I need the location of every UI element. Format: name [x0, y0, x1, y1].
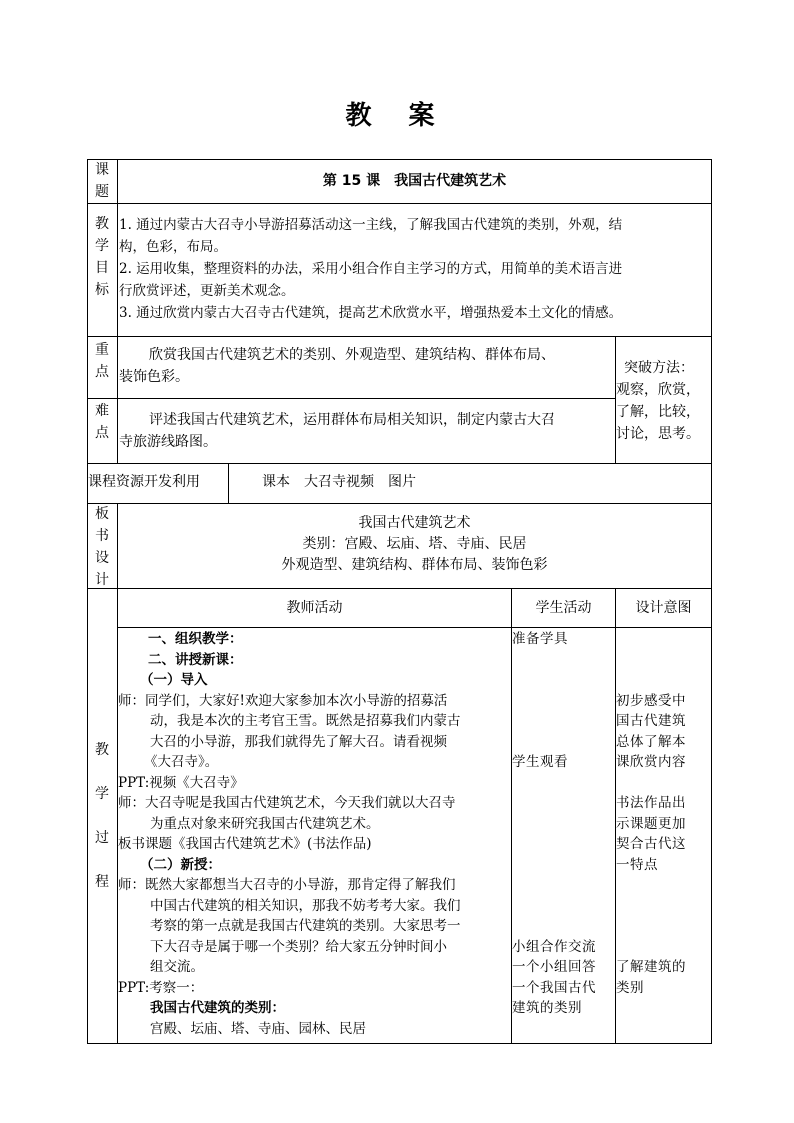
label-char: 学: [95, 238, 109, 254]
header-teacher: 教师活动: [286, 600, 343, 616]
label-char: 点: [95, 364, 109, 380]
teacher-line: 组交流。: [150, 959, 204, 975]
key-point-text: [119, 344, 614, 388]
teacher-line: 一、组织教学：: [148, 631, 243, 647]
design-note-line: 总体了解本: [616, 733, 686, 750]
label-char: 程: [95, 874, 109, 890]
teacher-line: 板书课题《我国古代建筑艺术》(书法作品): [118, 836, 372, 852]
teacher-line: 师：大召寺呢是我国古代建筑艺术，今天我们就以大召寺: [118, 795, 456, 811]
design-note-block: [616, 691, 711, 773]
board-content: [118, 513, 711, 576]
key-point-label: [87, 339, 117, 383]
label-char: 书: [95, 528, 109, 544]
label-char: 教: [95, 216, 109, 232]
objective-line: 构，色彩，布局。: [119, 239, 227, 255]
student-note-block: [512, 752, 615, 773]
objective-line: 3. 通过欣赏内蒙古大召寺古代建筑，提高艺术欣赏水平，增强热爱本土文化的情感。: [119, 305, 623, 321]
student-note-line: 学生观看: [512, 754, 568, 770]
label-char: 计: [95, 572, 109, 588]
objectives-text: [119, 214, 711, 324]
label-char: 学: [95, 786, 109, 802]
label-char: 课: [95, 162, 109, 178]
breakthrough-methods: [616, 357, 711, 445]
objective-line: 1. 通过内蒙古大召寺小导游招募活动这一主线，了解我国古代建筑的类别，外观，结: [119, 217, 623, 233]
lesson-label: [87, 159, 117, 203]
difficulty-line: 寺旅游线路图。: [119, 434, 217, 450]
student-note-line: 一个小组回答: [512, 959, 596, 975]
breakthrough-line: 突破方法：: [624, 360, 694, 376]
label-char: 过: [95, 830, 109, 846]
teacher-line: 动，我是本次的主考官王雪。既然是招募我们内蒙古: [150, 713, 461, 729]
student-note-line: 小组合作交流: [512, 938, 596, 955]
lesson-title: 第 15 课 我国古代建筑艺术: [322, 173, 507, 189]
design-note-line: 一特点: [616, 856, 658, 873]
teacher-line: 为重点对象来研究我国古代建筑艺术。: [150, 815, 380, 832]
label-char: 点: [95, 425, 109, 441]
key-point-line: 装饰色彩。: [119, 369, 189, 385]
student-note-line: 准备学具: [512, 631, 568, 647]
board-label: [87, 503, 117, 591]
teacher-line: PPT:考察一：: [118, 979, 204, 996]
teacher-line: 二、讲授新课：: [148, 651, 243, 668]
board-line: 类别：宫殿、坛庙、塔、寺庙、民居: [302, 536, 527, 552]
design-note-block: [616, 957, 711, 998]
teacher-line: 考察的第一点就是我国古代建筑的类别。大家思考一: [150, 918, 461, 934]
header-student: 学生活动: [535, 600, 592, 616]
resources-label: 课程资源开发利用: [88, 474, 200, 490]
teacher-line: 宫殿、坛庙、塔、寺庙、园林、民居: [150, 1020, 366, 1037]
student-note-block: [512, 629, 615, 650]
design-note-line: 国古代建筑: [616, 713, 686, 729]
design-note-line: 示课题更加: [616, 815, 686, 832]
student-note-line: 建筑的类别: [512, 1000, 582, 1016]
label-char: 难: [95, 403, 109, 419]
teacher-line: 师：既然大家都想当大召寺的小导游，那肯定得了解我们: [118, 877, 456, 893]
teacher-line: 我国古代建筑的类别：: [150, 1000, 285, 1016]
design-note-line: 初步感受中: [616, 692, 686, 709]
teacher-line: 下大召寺是属于哪一个类别？给大家五分钟时间小: [150, 938, 447, 955]
design-note-line: 契合古代这: [616, 836, 686, 852]
label-char: 题: [95, 184, 109, 200]
teacher-line: （二）新授：: [140, 856, 221, 873]
design-note-line: 了解建筑的: [616, 959, 686, 975]
label-char: 设: [95, 550, 109, 566]
difficulty-text: [119, 409, 614, 453]
objectives-label: [87, 213, 117, 301]
design-note-line: 课欣赏内容: [616, 754, 686, 770]
header-design: 设计意图: [635, 600, 692, 616]
document-title: 教 案: [345, 101, 449, 131]
breakthrough-line: 讨论，思考。: [616, 426, 700, 442]
difficulty-label: [87, 400, 117, 444]
breakthrough-line: 了解，比较，: [616, 404, 700, 420]
teacher-line: （一）导入: [140, 672, 208, 688]
teacher-line: 大召的小导游，那我们就得先了解大召。请看视频: [150, 733, 447, 750]
board-line: 外观造型、建筑结构、群体布局、装饰色彩: [281, 557, 548, 573]
design-note-line: 类别: [616, 979, 644, 996]
objective-line: 行欣赏评述，更新美术观念。: [119, 283, 295, 299]
design-note-block: [616, 793, 711, 875]
label-char: 目: [95, 260, 109, 276]
objective-line: 2. 运用收集，整理资料的办法，采用小组合作自主学习的方式，用简单的美术语言进: [119, 261, 623, 277]
label-char: 教: [95, 742, 109, 758]
label-char: 标: [95, 282, 109, 298]
teacher-line: 中国古代建筑的相关知识，那我不妨考考大家。我们: [150, 897, 461, 914]
student-note-block: [512, 937, 615, 1019]
breakthrough-line: 观察，欣赏，: [616, 382, 700, 398]
board-line: 我国古代建筑艺术: [358, 515, 471, 531]
key-point-line: 欣赏我国古代建筑艺术的类别、外观造型、建筑结构、群体布局、: [149, 347, 555, 363]
teacher-line: 《大召寺》。: [144, 754, 219, 770]
student-note-line: 一个我国古代: [512, 979, 596, 996]
teacher-line: PPT:视频《大召寺》: [118, 774, 244, 791]
design-note-line: 书法作品出: [616, 795, 686, 811]
teacher-line: 师：同学们，大家好!欢迎大家参加本次小导游的招募活: [118, 692, 448, 709]
difficulty-line: 评述我国古代建筑艺术，运用群体布局相关知识，制定内蒙古大召: [149, 412, 555, 428]
label-char: 重: [95, 342, 109, 358]
teacher-activities: [118, 629, 511, 1039]
label-char: 板: [95, 506, 109, 522]
process-label: [87, 728, 117, 904]
resources-value: 课本 大召寺视频 图片: [262, 474, 416, 490]
